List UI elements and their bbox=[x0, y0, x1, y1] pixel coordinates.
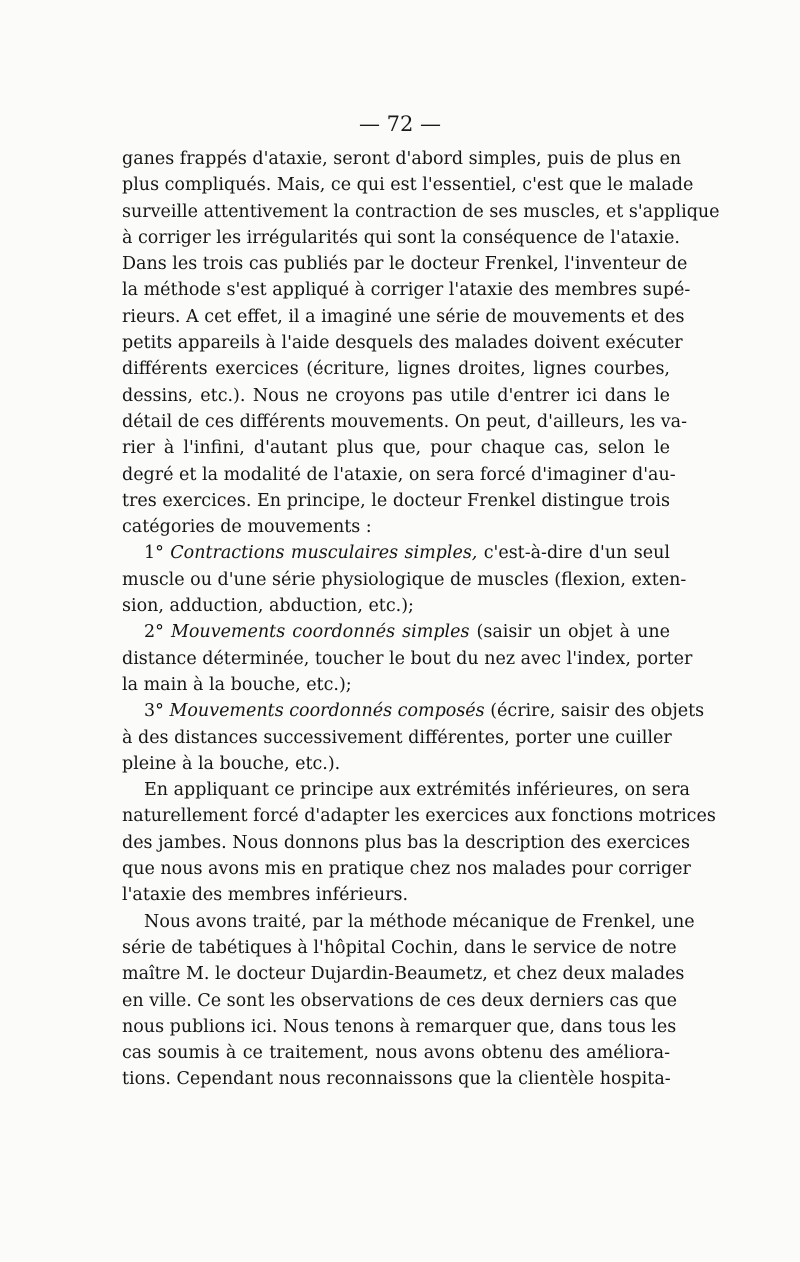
list-item-text: (écrire, saisir des objets bbox=[484, 701, 705, 722]
text-line: en ville. Ce sont les observations de ces deux derniers cas que bbox=[122, 990, 678, 1011]
list-item-text: (saisir un objet à une bbox=[469, 622, 670, 643]
text-line: série de tabétiques à l'hôpital Cochin, dans le service de notre bbox=[122, 937, 677, 958]
text-line: la méthode s'est appliqué à corriger l'ataxie des membres supé- bbox=[122, 280, 691, 301]
list-item-title: Mouvements coordonnés composés bbox=[169, 701, 485, 722]
text-line: dessins, etc.). Nous ne croyons pas utile d'entrer ici dans le bbox=[122, 385, 670, 406]
text-line: rieurs. A cet effet, il a imaginé une série de mouvements et des bbox=[122, 306, 685, 327]
text-line: petits appareils à l'aide desquels des malades doivent exécuter bbox=[122, 333, 683, 354]
text-line: nous publions ici. Nous tenons à remarquer que, dans tous les bbox=[122, 1016, 677, 1037]
text-line: maître M. le docteur Dujardin-Beaumetz, et chez deux malades bbox=[122, 964, 685, 985]
text-line: à corriger les irrégularités qui sont la conséquence de l'ataxie. bbox=[122, 227, 680, 248]
text-line: pleine à la bouche, etc.). bbox=[122, 753, 341, 774]
text-line: cas soumis à ce traitement, nous avons obtenu des améliora- bbox=[122, 1043, 670, 1064]
list-item-2 bbox=[122, 619, 670, 645]
list-item-title: Mouvements coordonnés simples bbox=[170, 622, 470, 643]
text-line: à des distances successivement différentes, porter une cuiller bbox=[122, 727, 672, 748]
list-item-number: 1° bbox=[144, 543, 164, 564]
text-line: naturellement forcé d'adapter les exercices aux fonctions motrices bbox=[122, 806, 716, 827]
text-line: des jambes. Nous donnons plus bas la description des exercices bbox=[122, 832, 690, 853]
list-item-number: 3° bbox=[144, 701, 164, 722]
list-item-1 bbox=[122, 540, 670, 566]
text-line: muscle ou d'une série physiologique de muscles (flexion, exten- bbox=[122, 569, 687, 590]
body-text bbox=[122, 146, 720, 1093]
text-line: l'ataxie des membres inférieurs. bbox=[122, 885, 409, 906]
text-line: détail de ces différents mouvements. On peut, d'ailleurs, les va- bbox=[122, 411, 687, 432]
text-line: distance déterminée, toucher le bout du nez avec l'index, porter bbox=[122, 648, 693, 669]
page-number: — 72 — bbox=[358, 112, 442, 136]
text-line: plus compliqués. Mais, ce qui est l'essentiel, c'est que le malade bbox=[122, 175, 694, 196]
text-line: tions. Cependant nous reconnaissons que la clientèle hospita- bbox=[122, 1069, 671, 1090]
text-line: catégories de mouvements : bbox=[122, 517, 372, 538]
text-line: tres exercices. En principe, le docteur Frenkel distingue trois bbox=[122, 490, 670, 511]
text-line: degré et la modalité de l'ataxie, on sera forcé d'imaginer d'au- bbox=[122, 464, 676, 485]
text-line: sion, adduction, abduction, etc.); bbox=[122, 596, 414, 617]
text-line: Dans les trois cas publiés par le docteur Frenkel, l'inventeur de bbox=[122, 254, 688, 275]
list-item-3 bbox=[122, 698, 705, 724]
text-line: la main à la bouche, etc.); bbox=[122, 674, 352, 695]
text-line: différents exercices (écriture, lignes droites, lignes courbes, bbox=[122, 359, 670, 380]
list-item-title: Contractions musculaires simples, bbox=[170, 543, 478, 564]
text-line: En appliquant ce principe aux extrémités inférieures, on sera bbox=[144, 780, 690, 801]
text-line: surveille attentivement la contraction de ses muscles, et s'applique bbox=[122, 201, 720, 222]
text-line: que nous avons mis en pratique chez nos malades pour corriger bbox=[122, 859, 691, 880]
list-item-number: 2° bbox=[144, 622, 164, 643]
text-line: ganes frappés d'ataxie, seront d'abord simples, puis de plus en bbox=[122, 149, 682, 169]
text-line: Nous avons traité, par la méthode mécanique de Frenkel, une bbox=[144, 911, 695, 932]
list-item-text: c'est-à-dire d'un seul bbox=[477, 543, 670, 564]
text-line: rier à l'infini, d'autant plus que, pour chaque cas, selon le bbox=[122, 438, 670, 459]
